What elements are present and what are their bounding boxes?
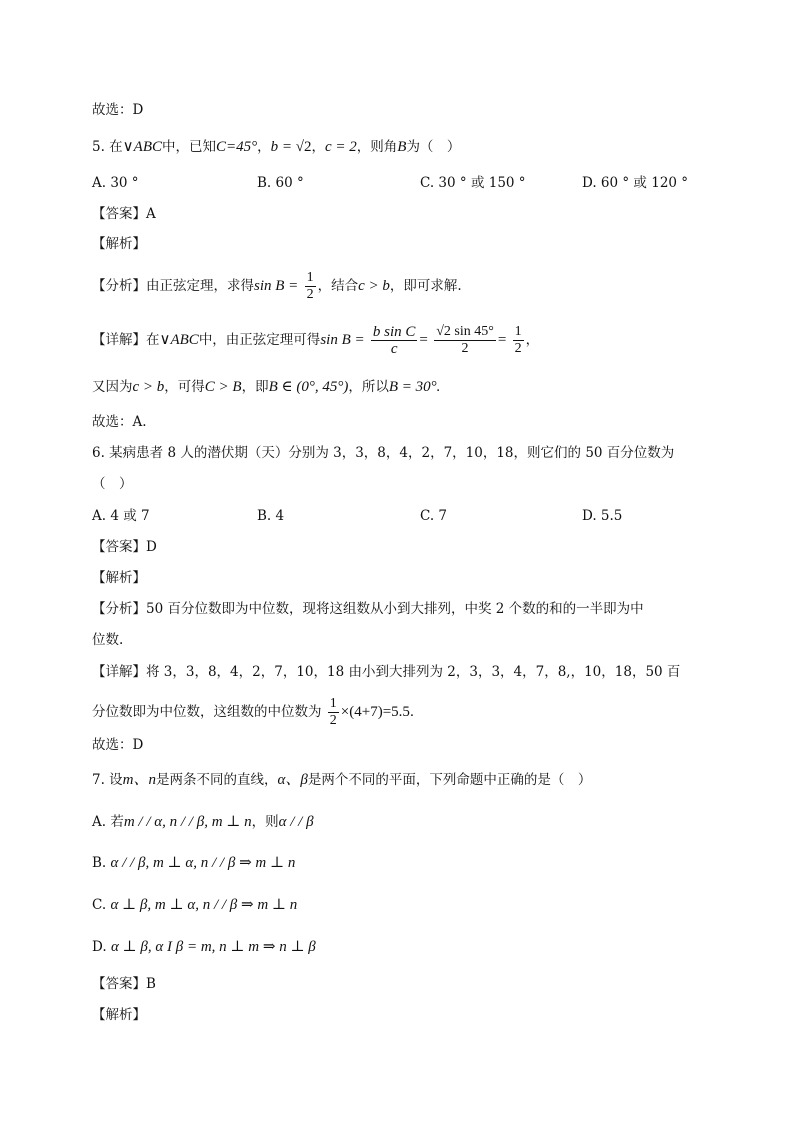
q5-option-a: A. 30 ° bbox=[92, 175, 139, 191]
q5-option-d: D. 60 ° 或 120 ° bbox=[582, 175, 689, 191]
q5-reasoning: 又因为c > b，可得C > B，即B ∈ (0°, 45°)，所以B = 30°. bbox=[92, 379, 441, 395]
q7-option-d: D. α ⊥ β, α I β = m, n ⊥ m ⇒ n ⊥ β bbox=[92, 939, 316, 955]
q6-option-d: D. 5.5 bbox=[582, 508, 623, 524]
q5-option-c: C. 30 ° 或 150 ° bbox=[420, 175, 526, 191]
fraction: $\frac{1}{2}$ bbox=[329, 696, 337, 728]
fraction: $\frac{\text{b sin C}}{c}$ bbox=[372, 324, 416, 357]
q6-fenxi-line2: 位数. bbox=[92, 632, 124, 648]
q5-option-b: B. 60 ° bbox=[257, 175, 304, 191]
q7-option-b: B. α / / β, m ⊥ α, n / / β ⇒ m ⊥ n bbox=[92, 855, 296, 871]
q5-xiangjie: 【详解】在∨ABC中，由正弦定理可得sin B = $\frac{\text{b sin C}}{c}$ = $\frac{√2 \sin 45^\circ}{2}$ = $\frac{1}{2}$ ， bbox=[92, 324, 540, 357]
q7-stem: 7. 设m、n是两条不同的直线，α、β是两个不同的平面，下列命题中正确的是（ ） bbox=[92, 772, 592, 788]
q7-option-c: C. α ⊥ β, m ⊥ α, n / / β ⇒ m ⊥ n bbox=[92, 897, 298, 913]
q6-option-b: B. 4 bbox=[257, 508, 285, 524]
q6-choose: 故选：D bbox=[92, 737, 144, 753]
q6-xiangjie-line1: 【详解】将 3，3，8，4，2，7，10，18 由小到大排列为 2，3，3，4，7，8,，10，18，50 百 bbox=[92, 664, 681, 680]
fraction: $\frac{1}{2}$ bbox=[306, 270, 314, 302]
q6-option-c: C. 7 bbox=[420, 508, 448, 524]
q7-analysis-heading: 【解析】 bbox=[92, 1007, 146, 1023]
fraction: $\frac{1}{2}$ bbox=[514, 324, 522, 356]
sqrt-two: √2 bbox=[295, 139, 312, 155]
fraction: $\frac{√2 \sin 45^\circ}{2}$ bbox=[436, 324, 494, 356]
q4-choose: 故选：D bbox=[92, 102, 144, 118]
q6-analysis-heading: 【解析】 bbox=[92, 570, 146, 586]
q5-answer: 【答案】A bbox=[92, 206, 156, 222]
q6-option-a: A. 4 或 7 bbox=[92, 508, 150, 524]
q6-stem-line2: （ ） bbox=[92, 476, 133, 492]
q5-stem: 5. 在∨ABC中，已知C=45°，b = √2，c = 2，则角B为（ ） bbox=[92, 139, 461, 155]
q6-answer: 【答案】D bbox=[92, 539, 157, 555]
q5-choose: 故选：A. bbox=[92, 414, 147, 430]
q6-xiangjie-line2: 分位数即为中位数，这组数的中位数为 $\frac{1}{2}$ ×(4+7)=5.5． bbox=[92, 696, 424, 728]
q6-stem-line1: 6. 某病患者 8 人的潜伏期（天）分别为 3，3，8，4，2，7，10，18，则它们的 50 百分位数为 bbox=[92, 445, 675, 461]
q5-fenxi: 【分析】由正弦定理，求得sin B = $\frac{1}{2}$ ，结合c > b，即可求解. bbox=[92, 270, 462, 302]
q5-analysis-heading: 【解析】 bbox=[92, 236, 146, 252]
q7-option-a: A. 若m / / α, n / / β, m ⊥ n，则α / / β bbox=[92, 814, 314, 830]
q7-answer: 【答案】B bbox=[92, 976, 156, 992]
q6-fenxi-line1: 【分析】50 百分位数即为中位数，现将这组数从小到大排列，中奖 2 个数的和的一半即为中 bbox=[92, 601, 644, 617]
